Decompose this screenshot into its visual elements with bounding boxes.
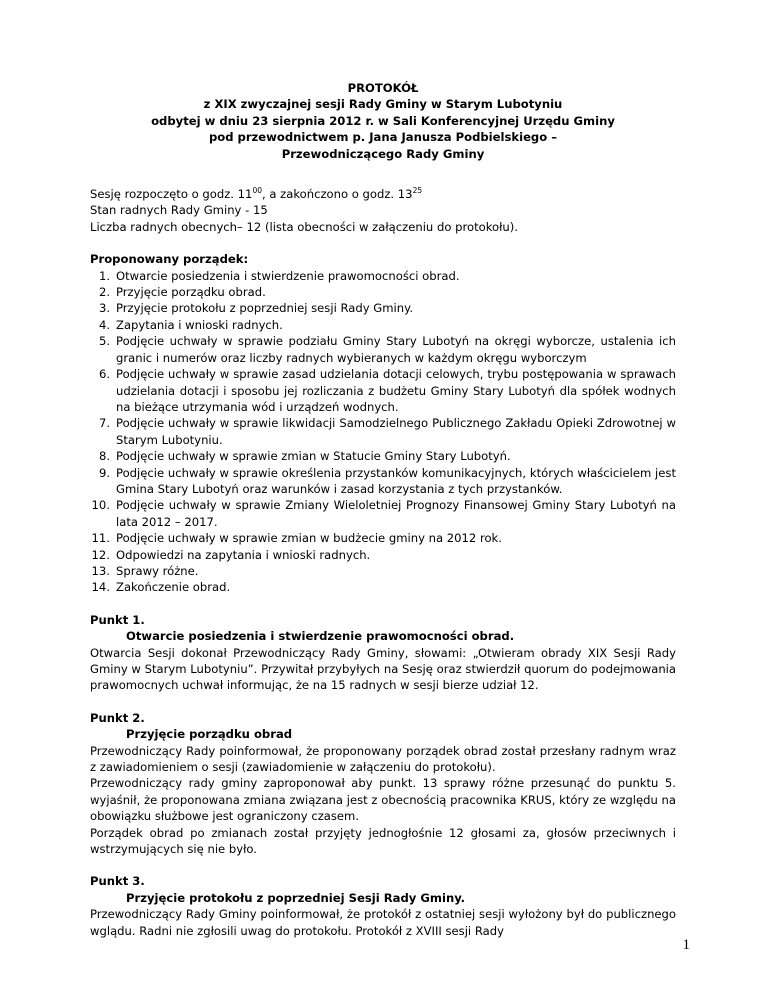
section-paragraph: Przewodniczący rady gminy zaproponował aby punkt. 13 sprawy różne przesunąć do punktu 5. wyjaśnił, że proponowana zmiana związana jest z obecnością pracownika KRUS, który ze względu na obowiązku służbowe jest ograniczony czasem. xyxy=(90,776,676,824)
members-count: Stan radnych Rady Gminy - 15 xyxy=(90,203,268,218)
agenda-item xyxy=(90,547,676,563)
agenda-item-number: 9. xyxy=(98,465,110,480)
agenda-item-text: Podjęcie uchwały w sprawie podziału Gminy Stary Lubotyń na okręgi wyborcze, ustalenia ich granic i numerów oraz liczby radnych wybieranych w każdym okręgu wyborczym xyxy=(116,334,676,365)
agenda-item-number: 2. xyxy=(98,285,110,300)
agenda-list xyxy=(90,268,676,596)
session-times: Sesję rozpoczęto o godz. $11^{00}$, a zakończono o godz. $13^{25}$ xyxy=(90,186,423,202)
agenda-item-number: 1. xyxy=(98,268,110,283)
agenda-item-text: Przyjęcie porządku obrad. xyxy=(116,285,266,300)
section-label: Punkt 2. xyxy=(90,710,145,725)
title-line: z XIX zwyczajnej sesji Rady Gminy w Starym Lubotyniu xyxy=(203,97,563,112)
agenda-item-number: 14. xyxy=(91,580,110,595)
agenda-item-number: 12. xyxy=(91,547,110,562)
agenda-item xyxy=(90,300,676,316)
agenda-item-number: 3. xyxy=(98,301,110,316)
agenda-item-text: Podjęcie uchwały w sprawie likwidacji Samodzielnego Publicznego Zakładu Opieki Zdrowotnej w Starym Lubotyniu. xyxy=(116,416,676,447)
agenda-item-text: Podjęcie uchwały w sprawie zasad udzielania dotacji celowych, trybu postępowania w sprawach udzielania dotacji i sposobu jej rozliczania z budżetu Gminy Stary Lubotyń dla spółek wodnych na bieżące utrzymania wód i urządzeń wodnych. xyxy=(116,367,676,414)
agenda-item-number: 4. xyxy=(98,317,110,332)
session-info xyxy=(90,186,676,235)
agenda-item-number: 5. xyxy=(98,334,110,349)
agenda xyxy=(90,251,676,596)
document-title xyxy=(90,80,676,162)
agenda-item-text: Podjęcie uchwały w sprawie Zmiany Wieloletniej Prognozy Finansowej Gminy Stary Lubotyń na lata 2012 – 2017. xyxy=(116,498,676,529)
section-paragraph: Przewodniczący Rady Gminy poinformował, że protokół z ostatniej sesji wyłożony był do publicznego wglądu. Radni nie zgłosili uwag do protokołu. Protokół z XVIII sesji Rady xyxy=(90,907,676,938)
page-number: 1 xyxy=(682,937,690,953)
agenda-item xyxy=(90,530,676,546)
agenda-item xyxy=(90,465,676,498)
agenda-item-number: 8. xyxy=(98,449,110,464)
section-label: Punkt 1. xyxy=(90,612,145,627)
agenda-item-text: Podjęcie uchwały w sprawie zmian w budżecie gminy na 2012 rok. xyxy=(116,531,502,546)
agenda-item xyxy=(90,333,676,366)
agenda-item xyxy=(90,448,676,464)
title-line: pod przewodnictwem p. Jana Janusza Podbielskiego – xyxy=(208,130,558,145)
agenda-item xyxy=(90,415,676,448)
section-title: Przyjęcie protokołu z poprzedniej Sesji Rady Gminy. xyxy=(126,890,466,905)
agenda-item-text: Przyjęcie protokołu z poprzedniej sesji Rady Gminy. xyxy=(116,301,414,316)
title-line: odbytej w dniu 23 sierpnia 2012 r. w Sali Konferencyjnej Urzędu Gminy xyxy=(151,113,615,128)
section xyxy=(90,873,676,939)
agenda-item xyxy=(90,284,676,300)
agenda-item-number: 11. xyxy=(91,531,110,546)
agenda-item-number: 7. xyxy=(98,416,110,431)
agenda-item-number: 13. xyxy=(91,563,110,578)
sections xyxy=(90,596,676,939)
section-title: Otwarcie posiedzenia i stwierdzenie prawomocności obrad. xyxy=(126,629,515,644)
agenda-heading: Proponowany porządek: xyxy=(90,252,249,267)
agenda-item xyxy=(90,317,676,333)
section-paragraph: Przewodniczący Rady poinformował, że proponowany porządek obrad został przesłany radnym wraz z zawiadomieniem o sesji (zawiadomienie w załączeniu do protokołu). xyxy=(90,743,676,775)
section-paragraph: Otwarcia Sesji dokonał Przewodniczący Rady Gminy, słowami: „Otwieram obrady XIX Sesji Rady Gminy w Starym Lubotyniu”. Przywitał przybyłych na Sesję oraz stwierdził quorum do podejmowania prawomocnych uchwał informując, że na 15 radnych w sesji bierze udział 12. xyxy=(90,645,676,693)
agenda-item-number: 10. xyxy=(91,498,110,513)
agenda-item-text: Sprawy różne. xyxy=(116,563,199,578)
section-label: Punkt 3. xyxy=(90,874,145,889)
document-content xyxy=(90,80,676,939)
agenda-item-text: Podjęcie uchwały w sprawie określenia przystanków komunikacyjnych, których właścicielem jest Gmina Stary Lubotyń oraz warunków i zasad korzystania z tych przystanków. xyxy=(116,465,676,496)
agenda-item-text: Zakończenie obrad. xyxy=(116,580,231,595)
title-line: PROTOKÓŁ xyxy=(347,81,419,95)
section-title: Przyjęcie porządku obrad xyxy=(126,727,293,742)
agenda-item xyxy=(90,497,676,530)
agenda-item xyxy=(90,268,676,284)
agenda-item-text: Zapytania i wnioski radnych. xyxy=(116,317,283,332)
section xyxy=(90,612,676,694)
section xyxy=(90,710,676,858)
title-line: Przewodniczącego Rady Gminy xyxy=(281,146,485,161)
present-count: Liczba radnych obecnych– 12 (lista obecności w załączeniu do protokołu). xyxy=(90,219,518,234)
section-paragraph: Porządek obrad po zmianach został przyjęty jednogłośnie 12 głosami za, głosów przeciwnych i wstrzymujących się nie było. xyxy=(90,825,676,857)
agenda-item-text: Odpowiedzi na zapytania i wnioski radnych. xyxy=(116,547,371,562)
agenda-item xyxy=(90,366,676,415)
agenda-item xyxy=(90,579,676,595)
agenda-item-number: 6. xyxy=(98,367,110,382)
agenda-item xyxy=(90,563,676,579)
agenda-item-text: Podjęcie uchwały w sprawie zmian w Statucie Gminy Stary Lubotyń. xyxy=(116,449,511,464)
agenda-item-text: Otwarcie posiedzenia i stwierdzenie prawomocności obrad. xyxy=(116,268,460,283)
